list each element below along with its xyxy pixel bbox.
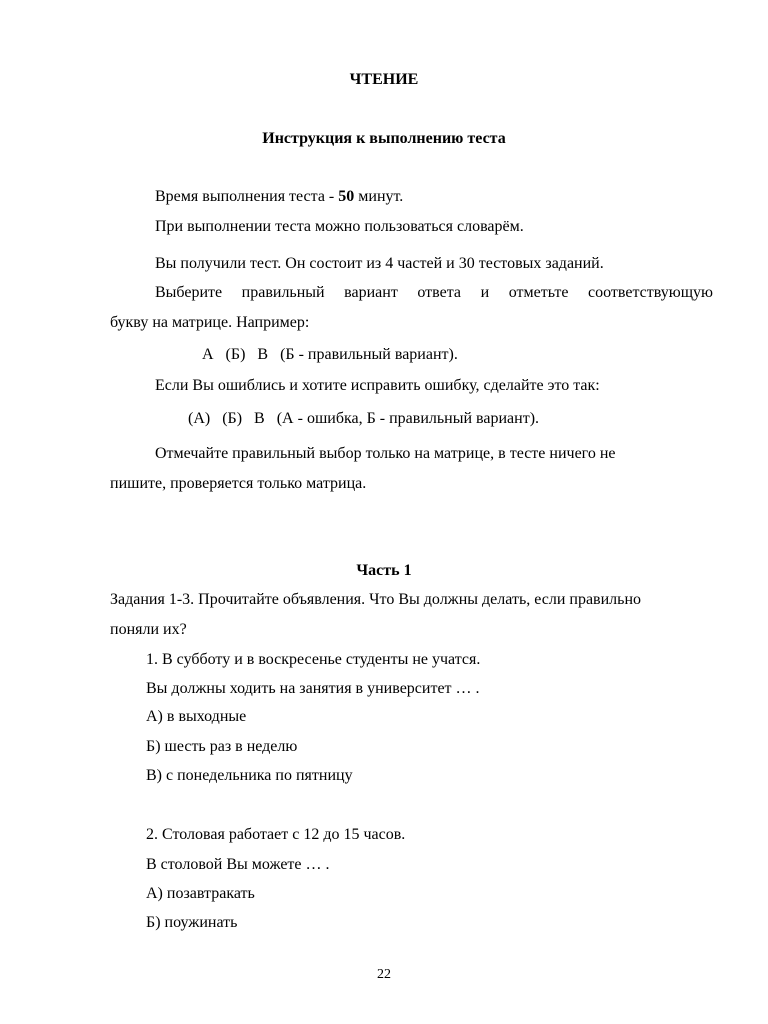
question-1-option-c: В) с понедельника по пятницу <box>146 767 353 784</box>
correction-instruction: Если Вы ошиблись и хотите исправить ошибку, сделайте это так: <box>155 377 600 394</box>
part-1-task-line1: Задания 1-3. Прочитайте объявления. Что Вы должны делать, если правильно <box>110 591 642 608</box>
question-1-statement: 1. В субботу и в воскресенье студенты не учатся. <box>146 651 481 668</box>
answer-example-1: А (Б) В (Б - правильный вариант). <box>202 346 458 363</box>
question-2-prompt: В столовой Вы можете … . <box>146 856 330 873</box>
dictionary-note: При выполнении теста можно пользоваться словарём. <box>155 218 524 235</box>
question-1-option-b: Б) шесть раз в неделю <box>146 738 298 755</box>
question-1-option-a: А) в выходные <box>146 708 247 725</box>
time-limit-prefix: Время выполнения теста - <box>155 188 339 205</box>
choose-instruction-line2: букву на матрице. Например: <box>110 314 310 331</box>
marking-instruction-line2: пишите, проверяется только матрица. <box>110 475 367 492</box>
question-2-statement: 2. Столовая работает с 12 до 15 часов. <box>146 826 406 843</box>
page-title: ЧТЕНИЕ <box>349 71 419 88</box>
time-limit-suffix: минут. <box>354 188 404 205</box>
marking-instruction-line1: Отмечайте правильный выбор только на матрице, в тесте ничего не <box>155 445 616 462</box>
part-1-task-line2: поняли их? <box>110 621 187 638</box>
test-structure-note: Вы получили тест. Он состоит из 4 частей и 30 тестовых заданий. <box>155 255 604 272</box>
question-1-prompt: Вы должны ходить на занятия в университет … . <box>146 680 480 697</box>
choose-instruction-line1: Выберите правильный вариант ответа и отметьте соответствующую <box>155 284 713 301</box>
part-1-heading: Часть 1 <box>356 562 412 579</box>
question-2-option-a: А) позавтракать <box>146 885 255 902</box>
answer-example-2: (А) (Б) В (А - ошибка, Б - правильный вариант). <box>188 410 540 427</box>
question-2-option-b: Б) поужинать <box>146 914 238 931</box>
time-limit-line <box>155 187 403 207</box>
page-number: 22 <box>377 967 391 982</box>
time-limit-value: 50 <box>338 188 355 205</box>
page-subtitle: Инструкция к выполнению теста <box>262 130 506 147</box>
